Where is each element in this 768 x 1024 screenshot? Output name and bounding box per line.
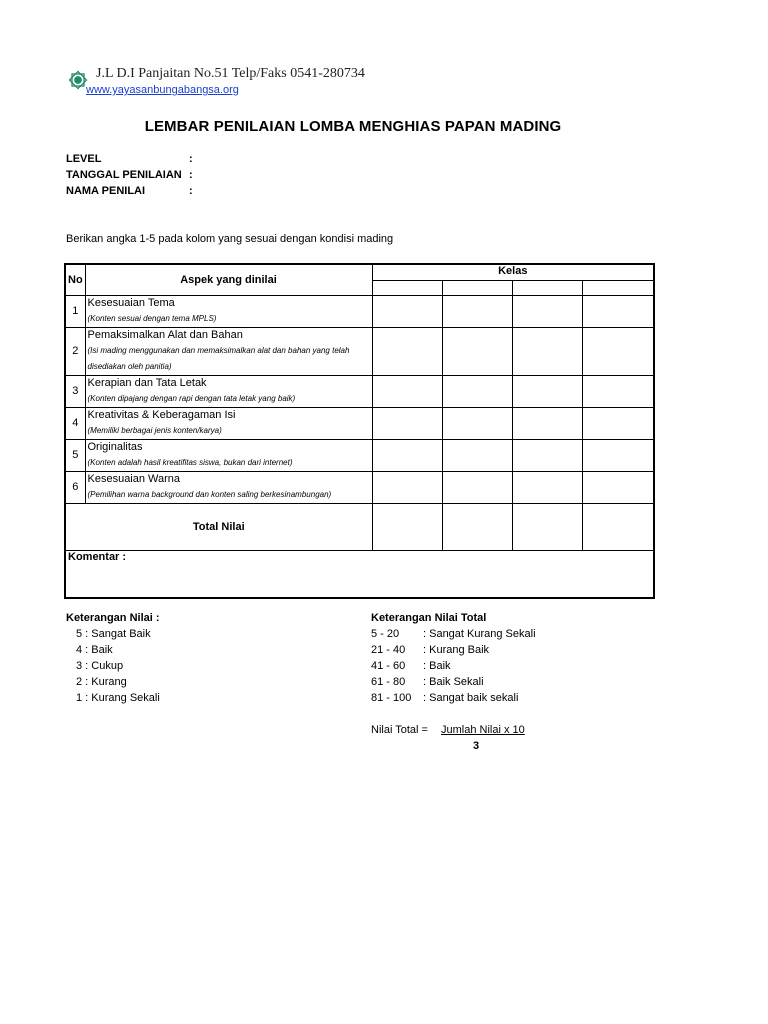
aspek-desc: (Isi mading menggunakan dan memaksimalkan alat dan bahan yang telah disediakan oleh panitia) bbox=[87, 345, 350, 371]
table-row bbox=[65, 439, 654, 471]
score-cell[interactable] bbox=[372, 471, 442, 503]
aspek-name: Kreativitas & Keberagaman Isi bbox=[87, 408, 236, 421]
kelas-col-1-header[interactable] bbox=[372, 280, 442, 295]
keterangan-total-title: Keterangan Nilai Total bbox=[371, 612, 487, 624]
range-value: 21 - 40 bbox=[371, 644, 406, 656]
address-line: J.L D.I Panjaitan No.51 Telp/Faks 0541-280734 bbox=[96, 66, 365, 81]
formula-denominator: 3 bbox=[472, 740, 480, 752]
range-value: 41 - 60 bbox=[371, 660, 406, 672]
score-cell[interactable] bbox=[372, 295, 442, 327]
range-label: : Sangat Kurang Sekali bbox=[423, 628, 536, 640]
instruction-text: Berikan angka 1-5 pada kolom yang sesuai dengan kondisi mading bbox=[66, 233, 394, 245]
table-row bbox=[65, 407, 654, 439]
score-cell[interactable] bbox=[512, 471, 582, 503]
score-cell[interactable] bbox=[442, 407, 512, 439]
total-cell[interactable] bbox=[372, 503, 442, 550]
aspek-desc: (Konten adalah hasil kreatifitas siswa, bukan dari internet) bbox=[87, 457, 293, 467]
score-cell[interactable] bbox=[442, 439, 512, 471]
score-cell[interactable] bbox=[582, 439, 654, 471]
range-value: 5 - 20 bbox=[371, 628, 400, 640]
komentar-row bbox=[65, 550, 654, 598]
formula-lhs: Nilai Total = bbox=[371, 724, 428, 736]
keterangan-nilai-item: 4 : Baik bbox=[76, 644, 113, 656]
score-cell[interactable] bbox=[582, 295, 654, 327]
keterangan-nilai-item: 1 : Kurang Sekali bbox=[76, 692, 160, 704]
score-cell[interactable] bbox=[512, 327, 582, 375]
table-row bbox=[65, 471, 654, 503]
kelas-col-3-header[interactable] bbox=[512, 280, 582, 295]
range-value: 61 - 80 bbox=[371, 676, 406, 688]
row-number: 2 bbox=[65, 327, 85, 375]
komentar-field[interactable]: Komentar : bbox=[65, 550, 654, 598]
score-cell[interactable] bbox=[512, 295, 582, 327]
aspek-desc: (Memiliki berbagai jenis konten/karya) bbox=[87, 425, 222, 435]
range-label: : Sangat baik sekali bbox=[423, 692, 519, 704]
level-colon: : bbox=[189, 153, 193, 165]
aspek-name: Kerapian dan Tata Letak bbox=[87, 376, 207, 389]
tanggal-colon: : bbox=[189, 169, 193, 181]
total-cell[interactable] bbox=[442, 503, 512, 550]
row-number: 6 bbox=[65, 471, 85, 503]
aspek-name: Kesesuaian Warna bbox=[87, 472, 181, 485]
score-cell[interactable] bbox=[372, 439, 442, 471]
score-cell[interactable] bbox=[442, 295, 512, 327]
score-cell[interactable] bbox=[372, 407, 442, 439]
assessment-table bbox=[64, 263, 655, 599]
aspek-cell bbox=[85, 471, 372, 503]
keterangan-nilai-item: 2 : Kurang bbox=[76, 676, 127, 688]
keterangan-nilai-title: Keterangan Nilai : bbox=[66, 612, 160, 624]
score-cell[interactable] bbox=[372, 327, 442, 375]
row-number: 5 bbox=[65, 439, 85, 471]
tanggal-label: TANGGAL PENILAIAN bbox=[66, 169, 182, 181]
aspek-name: Kesesuaian Tema bbox=[87, 296, 175, 309]
keterangan-nilai-item: 3 : Cukup bbox=[76, 660, 124, 672]
aspek-desc: (Pemilihan warna background dan konten saling berkesinambungan) bbox=[87, 489, 332, 499]
kelas-col-2-header[interactable] bbox=[442, 280, 512, 295]
kelas-col-4-header[interactable] bbox=[582, 280, 654, 295]
table-row bbox=[65, 327, 654, 375]
score-cell[interactable] bbox=[582, 471, 654, 503]
score-cell[interactable] bbox=[512, 407, 582, 439]
aspek-cell bbox=[85, 407, 372, 439]
total-cell[interactable] bbox=[512, 503, 582, 550]
total-cell[interactable] bbox=[582, 503, 654, 550]
score-cell[interactable] bbox=[582, 407, 654, 439]
range-value: 81 - 100 bbox=[371, 692, 412, 704]
row-number: 1 bbox=[65, 295, 85, 327]
penilai-colon: : bbox=[189, 185, 193, 197]
aspek-desc: (Konten sesuai dengan tema MPLS) bbox=[87, 313, 217, 323]
aspek-cell bbox=[85, 327, 372, 375]
score-cell[interactable] bbox=[442, 327, 512, 375]
aspek-cell bbox=[85, 295, 372, 327]
table-row bbox=[65, 375, 654, 407]
formula-numerator: Jumlah Nilai x 10 bbox=[441, 724, 525, 736]
score-cell[interactable] bbox=[512, 439, 582, 471]
website-link[interactable]: www.yayasanbungabangsa.org bbox=[86, 84, 239, 96]
level-label: LEVEL bbox=[66, 153, 102, 165]
row-number: 3 bbox=[65, 375, 85, 407]
range-label: : Kurang Baik bbox=[423, 644, 490, 656]
aspek-desc: (Konten dipajang dengan rapi dengan tata letak yang baik) bbox=[87, 393, 296, 403]
aspek-cell bbox=[85, 439, 372, 471]
aspek-name: Pemaksimalkan Alat dan Bahan bbox=[87, 328, 243, 341]
table-row bbox=[65, 295, 654, 327]
score-cell[interactable] bbox=[582, 375, 654, 407]
total-nilai-label: Total Nilai bbox=[65, 503, 372, 550]
row-number: 4 bbox=[65, 407, 85, 439]
keterangan-nilai-item: 5 : Sangat Baik bbox=[76, 628, 151, 640]
range-label: : Baik bbox=[423, 660, 451, 672]
page-title: LEMBAR PENILAIAN LOMBA MENGHIAS PAPAN MADING bbox=[144, 118, 562, 135]
penilai-label: NAMA PENILAI bbox=[66, 185, 146, 197]
header-no: No bbox=[65, 264, 85, 295]
score-cell[interactable] bbox=[512, 375, 582, 407]
score-cell[interactable] bbox=[442, 375, 512, 407]
total-row bbox=[65, 503, 654, 550]
range-label: : Baik Sekali bbox=[423, 676, 484, 688]
score-cell[interactable] bbox=[442, 471, 512, 503]
header-aspek: Aspek yang dinilai bbox=[85, 264, 372, 295]
score-cell[interactable] bbox=[582, 327, 654, 375]
aspek-cell bbox=[85, 375, 372, 407]
score-cell[interactable] bbox=[372, 375, 442, 407]
aspek-name: Originalitas bbox=[87, 440, 143, 453]
header-kelas: Kelas bbox=[372, 264, 654, 280]
